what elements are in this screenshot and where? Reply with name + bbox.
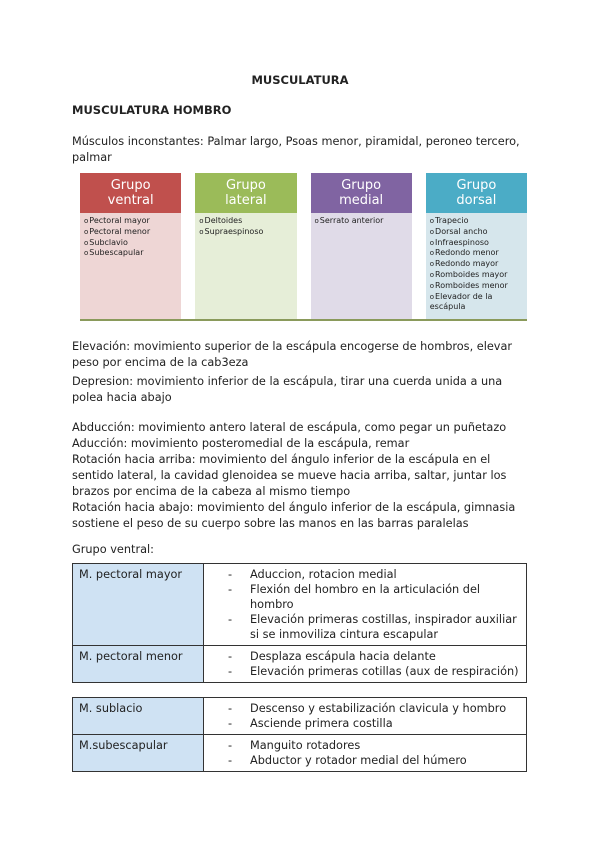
muscle-functions [204,698,527,735]
group-box [311,173,412,319]
group-item: o Pectoral menor [84,227,177,238]
group-item: o Dorsal ancho [430,227,523,238]
table-row [73,735,527,772]
muscle-name: M. pectoral menor [73,646,204,683]
table-row [73,564,527,646]
paragraph-depresion: Depresion: movimiento inferior de la escápula, tirar una cuerda unida a una polea hacia abajo [72,375,503,404]
function-item: - Elevación primeras cotillas (aux de respiración) [228,664,520,679]
group-item: o Pectoral mayor [84,216,177,227]
table-row [73,698,527,735]
group-item: o Trapecio [430,216,523,227]
group-box [195,173,296,319]
group-item: o Redondo mayor [430,259,523,270]
function-item: - Aduccion, rotacion medial [228,567,520,582]
ventral-label: Grupo ventral: [72,543,154,556]
paragraph-abduccion: Abducción: movimiento antero lateral de escápula, como pegar un puñetazo [72,421,507,434]
muscle-functions [204,646,527,683]
paragraph-rotacion-arriba: Rotación hacia arriba: movimiento del ángulo inferior de la escápula en el sentido lateral, la cavidad glenoidea se mueve hacia arriba, saltar, juntar los brazos por encima de la cabeza al mismo tiempo [72,453,507,498]
group-title: Grupo medial [311,173,412,213]
group-box [426,173,527,319]
group-title: Grupo dorsal [426,173,527,213]
table-ventral-2 [72,697,527,772]
function-item: - Descenso y estabilización clavicula y hombro [228,701,520,716]
section-heading: MUSCULATURA HOMBRO [72,103,232,117]
intro-paragraph: Músculos inconstantes: Palmar largo, Psoas menor, piramidal, peroneo tercero, palmar [72,135,520,164]
function-item: - Elevación primeras costillas, inspirador auxiliar si se inmoviliza cintura escapular [228,612,520,642]
table-ventral-1 [72,563,527,683]
muscle-functions [204,735,527,772]
function-item: - Flexión del hombro en la articulación del hombro [228,582,520,612]
function-item: - Manguito rotadores [228,738,520,753]
function-item: - Asciende primera costilla [228,716,520,731]
group-item: o Romboides mayor [430,270,523,281]
table-row [73,646,527,683]
group-box [80,173,181,319]
group-item: o Subescapular [84,248,177,259]
muscle-name: M.subescapular [73,735,204,772]
function-item: - Desplaza escápula hacia delante [228,649,520,664]
group-item: o Supraespinoso [199,227,292,238]
muscle-functions [204,564,527,646]
group-item: o Redondo menor [430,248,523,259]
muscle-groups-diagram [80,173,527,321]
paragraph-rotacion-abajo: Rotación hacia abajo: movimiento del ángulo inferior de la escápula, gimnasia sostiene el peso de su cuerpo sobre las manos en las barras paralelas [72,501,516,530]
paragraph-aduccion: Aducción: movimiento posteromedial de la escápula, remar [72,437,410,450]
group-title: Grupo lateral [195,173,296,213]
function-item: - Abductor y rotador medial del húmero [228,753,520,768]
group-item: o Romboides menor [430,281,523,292]
group-item: o Serrato anterior [315,216,408,227]
document-title: MUSCULATURA [251,73,349,87]
paragraph-elevacion: Elevación: movimiento superior de la escápula encogerse de hombros, elevar peso por encima de la cab3eza [72,340,513,369]
muscle-name: M. sublacio [73,698,204,735]
group-title: Grupo ventral [80,173,181,213]
group-item: o Infraespinoso [430,238,523,249]
muscle-name: M. pectoral mayor [73,564,204,646]
group-item: o Deltoides [199,216,292,227]
group-item: o Subclavio [84,238,177,249]
group-item: o Elevador de la escápula [430,292,523,314]
